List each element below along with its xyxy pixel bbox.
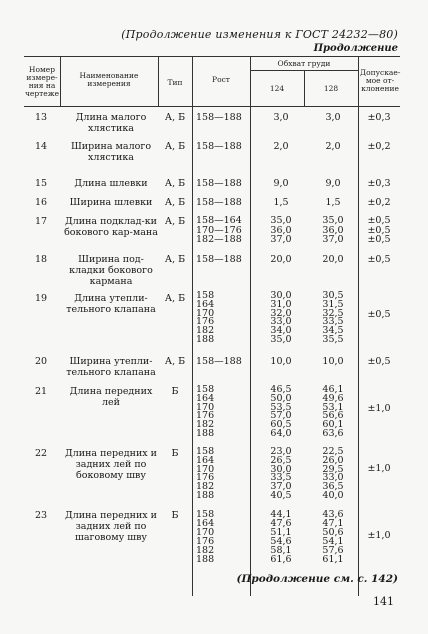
row-value-124: 9,0	[273, 178, 289, 189]
col-header-tolerance: Допускае-мое от-клонение	[360, 68, 401, 93]
measurement-table	[24, 56, 400, 596]
table-top-rule	[24, 56, 400, 57]
row-value-124: 20,0	[270, 254, 292, 265]
row-value-124: 3,0	[273, 112, 289, 123]
row-type: А, Б	[164, 293, 186, 304]
row-num: 15	[34, 178, 48, 189]
continuation-note: (Продолжение см. с. 142)	[236, 573, 398, 585]
col-divider-6	[358, 56, 359, 596]
row-tolerance: ±0,3	[367, 112, 391, 123]
row-height: 158 164 170 176 182 188	[196, 446, 215, 501]
row-value-128: 43,6 47,1 50,6 54,1 57,6 61,1	[322, 509, 344, 565]
row-height: 158—188	[196, 112, 242, 123]
col-divider-4	[250, 56, 251, 596]
row-value-124: 46,5 50,0 53,5 57,0 60,5 64,0	[270, 384, 292, 439]
row-num: 18	[34, 254, 48, 265]
row-type: Б	[171, 386, 179, 397]
continuation-label: Продолжение	[313, 43, 398, 54]
row-tolerance: ±0,5	[367, 309, 391, 320]
row-name: Длина передних лей	[69, 386, 153, 408]
col-header-128: 128	[323, 84, 339, 93]
row-num: 14	[34, 141, 48, 152]
row-type: А, Б	[164, 356, 186, 367]
row-height: 158 164 170 176 182 188	[196, 509, 215, 565]
col-header-name: Наименование измерения	[79, 71, 139, 88]
row-name: Длина утепли-тельного клапана	[66, 293, 156, 315]
header-bottom-rule	[24, 106, 400, 107]
row-name: Длина подклад-ки бокового кар-мана	[64, 216, 158, 238]
row-name: Ширина шлевки	[69, 197, 153, 208]
row-name: Длина малого хлястика	[75, 112, 147, 134]
row-tolerance: ±0,5 ±0,5 ±0,5	[367, 215, 391, 245]
col-header-type: Тип	[167, 78, 183, 87]
row-tolerance: ±0,2	[367, 197, 391, 208]
row-value-128: 46,1 49,6 53,1 56,6 60,1 63,6	[322, 384, 344, 439]
row-value-124: 10,0	[270, 356, 292, 367]
row-type: Б	[171, 510, 179, 521]
row-name: Ширина под-кладки бокового кармана	[69, 254, 153, 287]
row-height: 158 164 170 176 182 188	[196, 384, 215, 439]
row-type: А, Б	[164, 178, 186, 189]
row-height: 158—188	[196, 254, 242, 265]
row-num: 16	[34, 197, 48, 208]
row-height: 158—188	[196, 356, 242, 367]
row-tolerance: ±1,0	[367, 530, 391, 541]
row-name: Длина передних и задних лей по боковому шву	[65, 448, 157, 481]
row-value-128: 20,0	[322, 254, 344, 265]
col-divider-3	[192, 56, 193, 596]
row-height: 158—188	[196, 141, 242, 152]
row-type: А, Б	[164, 112, 186, 123]
row-value-124: 35,0 36,0 37,0	[270, 215, 292, 245]
row-name: Длина шлевки	[74, 178, 148, 189]
row-height: 158—188	[196, 178, 242, 189]
row-name: Ширина малого хлястика	[70, 141, 152, 163]
row-value-128: 10,0	[322, 356, 344, 367]
row-name: Ширина утепли-тельного клапана	[66, 356, 156, 378]
row-tolerance: ±0,5	[367, 356, 391, 367]
row-num: 19	[34, 293, 48, 304]
row-value-128: 35,0 36,0 37,0	[322, 215, 344, 245]
row-num: 13	[34, 112, 48, 123]
row-value-124: 2,0	[273, 141, 289, 152]
row-type: А, Б	[164, 197, 186, 208]
col-header-124: 124	[269, 84, 285, 93]
row-type: А, Б	[164, 254, 186, 265]
row-tolerance: ±1,0	[367, 463, 391, 474]
row-value-128: 3,0	[325, 112, 341, 123]
row-num: 17	[34, 216, 48, 227]
row-num: 23	[34, 510, 48, 521]
row-type: А, Б	[164, 216, 186, 227]
row-tolerance: ±0,3	[367, 178, 391, 189]
row-num: 21	[34, 386, 48, 397]
col-header-height: Рост	[212, 75, 230, 84]
row-num: 20	[34, 356, 48, 367]
row-height: 158—188	[196, 197, 242, 208]
row-value-128: 1,5	[325, 197, 341, 208]
row-value-124: 30,0 31,0 32,0 33,0 34,0 35,0	[270, 290, 292, 345]
row-num: 22	[34, 448, 48, 459]
row-value-128: 22,5 26,0 29,5 33,0 36,5 40,0	[322, 446, 344, 501]
row-name: Длина передних и задних лей по шаговому шву	[65, 510, 157, 543]
row-tolerance: ±0,5	[367, 254, 391, 265]
row-value-128: 2,0	[325, 141, 341, 152]
col-divider-1	[60, 56, 61, 106]
page-number: 141	[373, 595, 394, 608]
row-value-124: 44,1 47,6 51,1 54,6 58,1 61,6	[270, 509, 292, 565]
row-value-124: 1,5	[273, 197, 289, 208]
row-value-124: 23,0 26,5 30,0 33,5 37,0 40,5	[270, 446, 292, 501]
row-height: 158—164 170—176 182—188	[196, 215, 242, 245]
row-height: 158 164 170 176 182 188	[196, 290, 215, 345]
row-type: А, Б	[164, 141, 186, 152]
col-header-num: Номер измере-ния на чертеже	[24, 65, 60, 98]
row-type: Б	[171, 448, 179, 459]
page-header: (Продолжение изменения к ГОСТ 24232—80)	[121, 28, 398, 41]
row-value-128: 30,5 31,5 32,5 33,5 34,5 35,5	[322, 290, 344, 345]
row-tolerance: ±1,0	[367, 403, 391, 414]
row-tolerance: ±0,2	[367, 141, 391, 152]
col-header-girth: Обхват груди	[277, 59, 331, 68]
row-value-128: 9,0	[325, 178, 341, 189]
